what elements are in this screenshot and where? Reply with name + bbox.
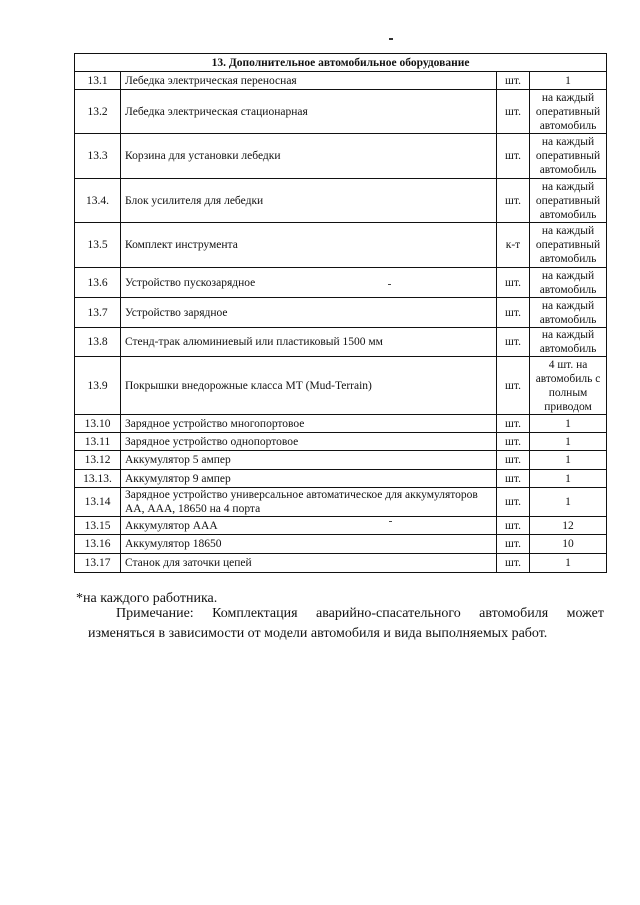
table-row: [75, 268, 607, 298]
row-quantity: 1: [530, 451, 607, 470]
table-row: [75, 90, 607, 134]
row-quantity: на каждый автомобиль: [530, 328, 607, 357]
row-quantity: на каждый автомобиль: [530, 268, 607, 298]
row-unit: шт.: [497, 357, 530, 415]
row-quantity: 1: [530, 470, 607, 488]
row-quantity: на каждый оперативный автомобиль: [530, 223, 607, 268]
row-name: Аккумулятор 9 ампер: [121, 470, 497, 488]
table-header-row: [75, 54, 607, 72]
row-unit: шт.: [497, 328, 530, 357]
footnote: *на каждого работника.: [76, 591, 218, 606]
table-body: [75, 72, 607, 573]
row-unit: шт.: [497, 179, 530, 223]
row-unit: шт.: [497, 90, 530, 134]
row-number: 13.17: [75, 554, 121, 573]
row-unit: шт.: [497, 451, 530, 470]
row-unit: шт.: [497, 517, 530, 535]
table-row: [75, 535, 607, 554]
row-number: 13.8: [75, 328, 121, 357]
table-row: [75, 223, 607, 268]
row-quantity: 1: [530, 415, 607, 433]
row-name: Покрышки внедорожные класса МТ (Mud-Terrain): [121, 357, 497, 415]
row-name: Аккумулятор 5 ампер: [121, 451, 497, 470]
note-paragraph: Примечание: Комплектация аварийно-спасательного автомобиля может изменяться в зависимости от модели автомобиля и вида выполняемых работ.: [88, 606, 604, 641]
row-number: 13.9: [75, 357, 121, 415]
row-quantity: на каждый автомобиль: [530, 298, 607, 328]
row-unit: шт.: [497, 433, 530, 451]
row-number: 13.5: [75, 223, 121, 268]
row-name: Зарядное устройство однопортовое: [121, 433, 497, 451]
row-quantity: 1: [530, 433, 607, 451]
row-quantity: 1: [530, 488, 607, 517]
table-row: [75, 517, 607, 535]
page-mark: [389, 38, 393, 40]
row-unit: шт.: [497, 415, 530, 433]
row-unit: к-т: [497, 223, 530, 268]
table-row: [75, 72, 607, 90]
row-name: Лебедка электрическая стационарная: [121, 90, 497, 134]
row-quantity: 10: [530, 535, 607, 554]
row-unit: шт.: [497, 134, 530, 179]
row-number: 13.14: [75, 488, 121, 517]
row-quantity: 12: [530, 517, 607, 535]
row-name: Блок усилителя для лебедки: [121, 179, 497, 223]
row-quantity: на каждый оперативный автомобиль: [530, 179, 607, 223]
row-unit: шт.: [497, 298, 530, 328]
row-number: 13.7: [75, 298, 121, 328]
table-row: [75, 357, 607, 415]
table-row: [75, 328, 607, 357]
row-number: 13.10: [75, 415, 121, 433]
row-quantity: на каждый оперативный автомобиль: [530, 90, 607, 134]
row-number: 13.12: [75, 451, 121, 470]
table-row: [75, 554, 607, 573]
table-row: [75, 488, 607, 517]
row-unit: шт.: [497, 72, 530, 90]
row-name: Устройство пускозарядное: [121, 268, 497, 298]
row-quantity: 1: [530, 72, 607, 90]
table-row: [75, 470, 607, 488]
row-number: 13.16: [75, 535, 121, 554]
row-name: Станок для заточки цепей: [121, 554, 497, 573]
row-number: 13.2: [75, 90, 121, 134]
row-name: Зарядное устройство универсальное автоматическое для аккумуляторов АА, ААА, 18650 на 4 порта: [121, 488, 497, 517]
row-number: 13.15: [75, 517, 121, 535]
section-title: 13. Дополнительное автомобильное оборудование: [75, 54, 607, 72]
table-row: [75, 433, 607, 451]
row-unit: шт.: [497, 535, 530, 554]
table-row: [75, 451, 607, 470]
row-number: 13.3: [75, 134, 121, 179]
row-name: Комплект инструмента: [121, 223, 497, 268]
row-name: Устройство зарядное: [121, 298, 497, 328]
row-unit: шт.: [497, 470, 530, 488]
table-row: [75, 298, 607, 328]
row-number: 13.4.: [75, 179, 121, 223]
row-name: Стенд-трак алюминиевый или пластиковый 1500 мм: [121, 328, 497, 357]
row-name: Зарядное устройство многопортовое: [121, 415, 497, 433]
row-name: Корзина для установки лебедки: [121, 134, 497, 179]
row-unit: шт.: [497, 488, 530, 517]
row-unit: шт.: [497, 268, 530, 298]
row-name: Аккумулятор ААА: [121, 517, 497, 535]
row-number: 13.1: [75, 72, 121, 90]
row-quantity: 1: [530, 554, 607, 573]
table-row: [75, 134, 607, 179]
row-quantity: 4 шт. на автомобиль с полным приводом: [530, 357, 607, 415]
row-unit: шт.: [497, 554, 530, 573]
row-name: Аккумулятор 18650: [121, 535, 497, 554]
row-name: Лебедка электрическая переносная: [121, 72, 497, 90]
row-quantity: на каждый оперативный автомобиль: [530, 134, 607, 179]
row-number: 13.6: [75, 268, 121, 298]
table-row: [75, 179, 607, 223]
row-number: 13.11: [75, 433, 121, 451]
table-row: [75, 415, 607, 433]
row-number: 13.13.: [75, 470, 121, 488]
equipment-table: [74, 53, 607, 573]
